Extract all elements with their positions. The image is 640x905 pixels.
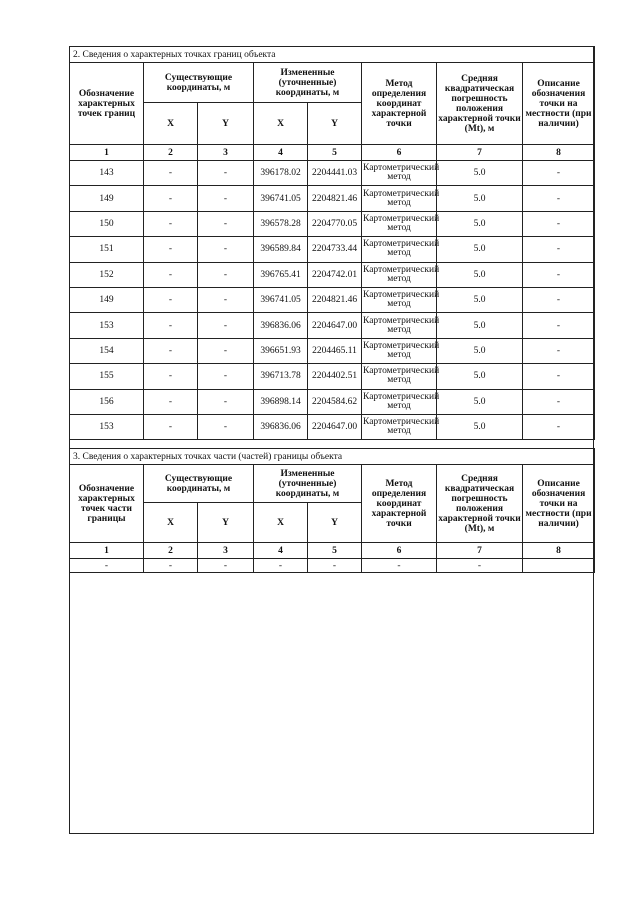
cell-mt: 5.0	[437, 414, 523, 439]
cell-point: 152	[70, 262, 144, 287]
header-designation: Обозначение характерных точек границ	[70, 63, 144, 145]
cell-mt: 5.0	[437, 364, 523, 389]
cell-ex: -	[144, 414, 198, 439]
cell-cx: 396836.06	[254, 313, 308, 338]
cell-cx: 396741.05	[254, 287, 308, 312]
cell-desc: -	[523, 262, 595, 287]
cell-desc: -	[523, 414, 595, 439]
cell-cx: 396741.05	[254, 186, 308, 211]
cell-ex: -	[144, 262, 198, 287]
colnum: 2	[144, 145, 198, 161]
table-row	[70, 364, 595, 389]
cell-ey: -	[198, 338, 254, 363]
cell-desc: -	[523, 364, 595, 389]
cell-mt: 5.0	[437, 313, 523, 338]
cell-mt: 5.0	[437, 211, 523, 236]
cell-mt: 5.0	[437, 237, 523, 262]
header-cx: X	[254, 503, 308, 543]
cell-method: Картометрический метод	[362, 237, 437, 262]
cell-mt: 5.0	[437, 186, 523, 211]
cell-cx: 396836.06	[254, 414, 308, 439]
header-ey: Y	[198, 503, 254, 543]
cell-desc: -	[523, 389, 595, 414]
cell-ex: -	[144, 161, 198, 186]
cell-cy: 2204584.62	[308, 389, 362, 414]
section2-table	[69, 46, 595, 440]
header-description: Описание обозначения точки на местности (при наличии)	[523, 63, 595, 145]
colnum: 4	[254, 145, 308, 161]
table-row	[70, 338, 595, 363]
colnum: 3	[198, 543, 254, 559]
colnum: 8	[523, 543, 595, 559]
colnum: 4	[254, 543, 308, 559]
cell-desc: -	[523, 161, 595, 186]
cell-method: Картометрический метод	[362, 186, 437, 211]
colnum: 7	[437, 543, 523, 559]
section3-table	[69, 448, 595, 573]
cell-method: Картометрический метод	[362, 364, 437, 389]
cell-point: 154	[70, 338, 144, 363]
header-designation: Обозначение характерных точек части границы	[70, 465, 144, 543]
table-row	[70, 211, 595, 236]
section2-title: 2. Сведения о характерных точках границ объекта	[70, 47, 595, 63]
header-existing: Существующие координаты, м	[144, 465, 254, 503]
cell-point: 155	[70, 364, 144, 389]
cell-method: Картометрический метод	[362, 338, 437, 363]
cell-cx: 396578.28	[254, 211, 308, 236]
cell: -	[437, 559, 523, 573]
cell-desc: -	[523, 313, 595, 338]
cell-method: Картометрический метод	[362, 389, 437, 414]
header-cy: Y	[308, 103, 362, 145]
table-row	[70, 237, 595, 262]
cell-cy: 2204821.46	[308, 287, 362, 312]
cell-cy: 2204733.44	[308, 237, 362, 262]
cell: -	[308, 559, 362, 573]
header-method: Метод определения координат характерной точки	[362, 63, 437, 145]
table-row	[70, 313, 595, 338]
cell-ey: -	[198, 237, 254, 262]
colnum: 6	[362, 145, 437, 161]
cell-cx: 396589.84	[254, 237, 308, 262]
cell-mt: 5.0	[437, 161, 523, 186]
cell-desc: -	[523, 211, 595, 236]
cell-ex: -	[144, 389, 198, 414]
cell-desc: -	[523, 338, 595, 363]
header-description: Описание обозначения точки на местности (при наличии)	[523, 465, 595, 543]
cell-method: Картометрический метод	[362, 211, 437, 236]
cell-cy: 2204770.05	[308, 211, 362, 236]
cell-method: Картометрический метод	[362, 287, 437, 312]
cell-cy: 2204742.01	[308, 262, 362, 287]
header-method: Метод определения координат характерной точки	[362, 465, 437, 543]
table-row	[70, 389, 595, 414]
table-row	[70, 287, 595, 312]
header-cy: Y	[308, 503, 362, 543]
cell-mt: 5.0	[437, 338, 523, 363]
cell-cy: 2204821.46	[308, 186, 362, 211]
cell-ey: -	[198, 313, 254, 338]
table-row	[70, 161, 595, 186]
cell-cx: 396765.41	[254, 262, 308, 287]
cell-ex: -	[144, 338, 198, 363]
cell-cy: 2204465.11	[308, 338, 362, 363]
table-row	[70, 262, 595, 287]
cell: -	[362, 559, 437, 573]
colnum: 7	[437, 145, 523, 161]
header-error: Средняя квадратическая погрешность положения характерной точки (Mt), м	[437, 465, 523, 543]
cell-ex: -	[144, 287, 198, 312]
cell-point: 153	[70, 414, 144, 439]
table-row	[70, 186, 595, 211]
header-error: Средняя квадратическая погрешность положения характерной точки (Mt), м	[437, 63, 523, 145]
cell-ex: -	[144, 237, 198, 262]
colnum: 2	[144, 543, 198, 559]
cell-method: Картометрический метод	[362, 313, 437, 338]
cell-cy: 2204441.03	[308, 161, 362, 186]
cell-point: 143	[70, 161, 144, 186]
header-ey: Y	[198, 103, 254, 145]
table-row	[70, 559, 595, 573]
cell-desc: -	[523, 186, 595, 211]
header-ex: X	[144, 103, 198, 145]
cell-ey: -	[198, 211, 254, 236]
colnum: 8	[523, 145, 595, 161]
colnum: 3	[198, 145, 254, 161]
cell: -	[144, 559, 198, 573]
cell-mt: 5.0	[437, 262, 523, 287]
cell-cx: 396178.02	[254, 161, 308, 186]
cell-cy: 2204402.51	[308, 364, 362, 389]
cell-point: 156	[70, 389, 144, 414]
cell-point: 151	[70, 237, 144, 262]
header-ex: X	[144, 503, 198, 543]
cell-cx: 396713.78	[254, 364, 308, 389]
header-existing: Существующие координаты, м	[144, 63, 254, 103]
cell-desc: -	[523, 237, 595, 262]
colnum: 5	[308, 145, 362, 161]
header-changed: Измененные (уточненные) координаты, м	[254, 465, 362, 503]
cell-ex: -	[144, 313, 198, 338]
cell: -	[254, 559, 308, 573]
cell-mt: 5.0	[437, 389, 523, 414]
cell-desc: -	[523, 287, 595, 312]
cell-ey: -	[198, 364, 254, 389]
cell-cx: 396651.93	[254, 338, 308, 363]
colnum: 1	[70, 145, 144, 161]
cell: -	[198, 559, 254, 573]
table-row	[70, 414, 595, 439]
cell-cy: 2204647.00	[308, 313, 362, 338]
cell-ey: -	[198, 262, 254, 287]
cell-ey: -	[198, 414, 254, 439]
cell-point: 150	[70, 211, 144, 236]
cell-method: Картометрический метод	[362, 262, 437, 287]
cell-ey: -	[198, 287, 254, 312]
cell-ex: -	[144, 364, 198, 389]
colnum: 5	[308, 543, 362, 559]
header-changed: Измененные (уточненные) координаты, м	[254, 63, 362, 103]
cell-point: 149	[70, 287, 144, 312]
cell-ey: -	[198, 161, 254, 186]
cell-cy: 2204647.00	[308, 414, 362, 439]
section3-title: 3. Сведения о характерных точках части (частей) границы объекта	[70, 449, 595, 465]
cell-mt: 5.0	[437, 287, 523, 312]
cell-method: Картометрический метод	[362, 161, 437, 186]
cell-point: 153	[70, 313, 144, 338]
cell-cx: 396898.14	[254, 389, 308, 414]
cell-ex: -	[144, 186, 198, 211]
cell-point: 149	[70, 186, 144, 211]
colnum: 1	[70, 543, 144, 559]
cell-ex: -	[144, 211, 198, 236]
cell-method: Картометрический метод	[362, 414, 437, 439]
colnum: 6	[362, 543, 437, 559]
cell-ey: -	[198, 389, 254, 414]
header-cx: X	[254, 103, 308, 145]
cell	[523, 559, 595, 573]
cell: -	[70, 559, 144, 573]
cell-ey: -	[198, 186, 254, 211]
document-frame	[69, 46, 594, 834]
